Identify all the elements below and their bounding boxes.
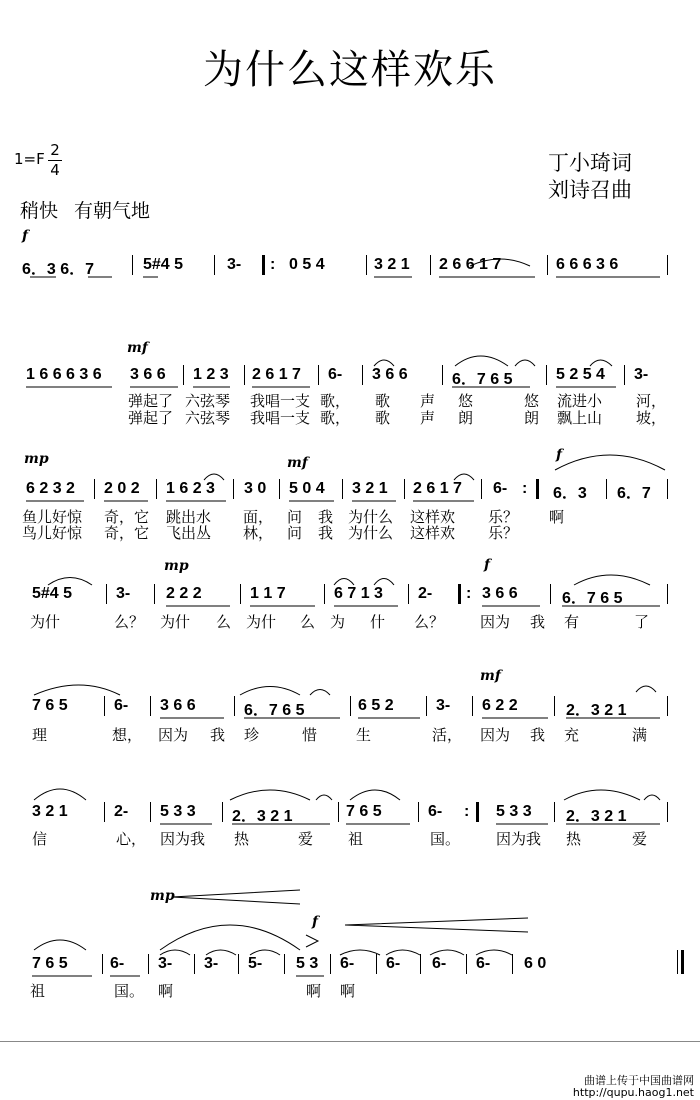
lyric: 河，: [636, 392, 667, 410]
lyric: 悠: [458, 392, 474, 410]
lyric: 我: [210, 726, 226, 744]
lyric: 鸟儿好惊: [22, 524, 83, 542]
note-group: 6-: [432, 955, 447, 972]
note-group: 6 2 3 2: [26, 480, 75, 497]
note-group: 3-: [158, 955, 173, 972]
tempo-speed: 稍快: [20, 200, 59, 222]
note-group: 3 2 1: [374, 256, 410, 273]
note-group: 2 6 1 7: [413, 480, 462, 497]
note-group: 2．3 2 1: [566, 702, 627, 719]
page-title: 为什么这样欢乐: [203, 47, 497, 93]
lyric: 信: [32, 830, 48, 848]
note-group: 5-: [248, 955, 263, 972]
lyric: 飘上山: [557, 409, 603, 427]
dynamic-mf: mf: [127, 340, 148, 356]
note-group: 1 6 2 3: [166, 480, 215, 497]
lyric: 乐？: [488, 508, 519, 526]
note-group: 6．7 6 5: [244, 702, 305, 719]
lyric: 爱: [298, 830, 314, 848]
time-signature-denominator: 4: [50, 161, 60, 179]
lyric: 啊: [158, 982, 174, 1000]
lyric: 满: [632, 726, 648, 744]
lyric: 国。: [114, 982, 145, 1000]
dynamic-mp: mp: [24, 451, 49, 467]
lyric: 我: [318, 508, 334, 526]
note-group: 2 6 1 7: [252, 366, 301, 383]
lyric: 这样欢: [410, 508, 456, 526]
note-group: 7 6 5: [32, 955, 68, 972]
lyric: 爱: [632, 830, 648, 848]
note-group: 1 2 3: [193, 366, 229, 383]
lyric: 流进小: [557, 392, 603, 410]
lyric: 为: [330, 613, 346, 631]
lyric: 祖: [348, 830, 364, 848]
lyric: 六弦琴: [185, 409, 231, 427]
lyric: 为什: [160, 613, 191, 631]
lyric: 生: [356, 726, 372, 744]
lyric: 有: [564, 613, 580, 631]
lyric: 乐？: [488, 524, 519, 542]
note-group: 5 3 3: [160, 803, 196, 820]
note-group: 3 0: [244, 480, 267, 497]
note-group: 6 7 1 3: [334, 585, 383, 602]
lyric: 啊: [340, 982, 356, 1000]
lyric: 为什: [30, 613, 61, 631]
note-group: 5 2 5 4: [556, 366, 605, 383]
note-group: 5 3 3: [496, 803, 532, 820]
note-group: 6-: [428, 803, 443, 820]
dynamic-f: f: [22, 228, 29, 244]
lyric: 活，: [432, 726, 463, 744]
lyric: 珍: [244, 726, 260, 744]
dynamic-f: f: [484, 557, 491, 573]
note-group: 5 0 4: [289, 480, 325, 497]
note-group: 3-: [204, 955, 219, 972]
note-group: 2-: [418, 585, 433, 602]
lyricist: 丁小琦词: [548, 151, 632, 175]
note-group: 7 6 5: [346, 803, 382, 820]
lyric: 么: [300, 613, 316, 631]
time-signature-numerator: 2: [50, 141, 60, 159]
lyric: 六弦琴: [185, 392, 231, 410]
lyric: 奇，它: [104, 508, 150, 526]
note-group: 6-: [386, 955, 401, 972]
footer: [573, 1075, 694, 1099]
dynamic-mp: mp: [150, 888, 175, 904]
composer: 刘诗召曲: [548, 178, 632, 202]
note-group: 7 6 5: [32, 697, 68, 714]
lyric: 鱼儿好惊: [22, 508, 83, 526]
note-group: 6 6 6 3 6: [556, 256, 619, 273]
lyric: 么？: [114, 613, 145, 631]
note-group: 3 2 1: [352, 480, 388, 497]
repeat-end: :: [522, 480, 528, 497]
lyric: 热: [234, 830, 250, 848]
lyric: 我: [530, 613, 546, 631]
lyric: 声: [420, 392, 436, 410]
note-group: 5 3: [296, 955, 319, 972]
lyric: 歌: [375, 409, 391, 427]
lyric: 我唱一支: [250, 392, 311, 410]
lyric: 奇，它: [104, 524, 150, 542]
note-group: 6．7 6 5: [452, 371, 513, 388]
note-group: 2 0 2: [104, 480, 140, 497]
lyric: 坡，: [636, 409, 667, 427]
lyric: 朗: [524, 409, 540, 427]
lyric: 因为: [158, 726, 189, 744]
note-group: 2．3 2 1: [566, 808, 627, 825]
note-group: 6 5 2: [358, 697, 394, 714]
lyric: 为什: [246, 613, 277, 631]
dynamic-f: f: [312, 914, 319, 930]
lyric: 为什么: [348, 524, 394, 542]
note-group: 3 2 1: [32, 803, 68, 820]
note-group: 6-: [340, 955, 355, 972]
note-group: 6 0: [524, 955, 547, 972]
repeat-end: :: [464, 803, 470, 820]
lyric: 因为我: [160, 830, 206, 848]
lyric: 啊: [306, 982, 322, 1000]
lyric: 我唱一支: [250, 409, 311, 427]
lyric: 么: [216, 613, 232, 631]
lyric: 林，: [243, 524, 274, 542]
lyric: 因为: [480, 726, 511, 744]
lyric: 什: [370, 613, 386, 631]
note-group: 6-: [493, 480, 508, 497]
lyric: 么？: [414, 613, 445, 631]
lyric: 理: [32, 726, 48, 744]
note-group: 6．7 6 5: [562, 590, 623, 607]
note-group: 6-: [476, 955, 491, 972]
note-group: 5#4 5: [143, 256, 184, 273]
footer-url: http://qupu.haog1.net: [572, 1086, 694, 1099]
repeat-start: :: [466, 585, 472, 602]
note-group: 1 6 6 6 3 6: [26, 366, 102, 383]
lyric: 心，: [116, 830, 147, 848]
note-group: 6 2 2: [482, 697, 518, 714]
dynamic-mp: mp: [164, 558, 189, 574]
note-group: 3 6 6: [130, 366, 166, 383]
note-group: 2-: [114, 803, 129, 820]
note-group: 6．3: [553, 485, 587, 502]
lyric: 声: [420, 409, 436, 427]
lyric: 了: [634, 613, 650, 631]
footer-divider: [0, 1041, 700, 1042]
note-group: 6-: [110, 955, 125, 972]
note-group: 2．3 2 1: [232, 808, 293, 825]
lyric: 弹起了: [128, 392, 174, 410]
note-group: 2 6 6 1 7: [439, 256, 502, 273]
lyric: 歌: [375, 392, 391, 410]
lyric: 朗: [458, 409, 474, 427]
lyric: 飞出丛: [166, 524, 212, 542]
lyric: 歌，: [320, 409, 351, 427]
note-group: 3-: [227, 256, 242, 273]
lyric: 我: [318, 524, 334, 542]
note-group: 3 6 6: [482, 585, 518, 602]
lyric: 弹起了: [128, 409, 174, 427]
lyric: 惜: [302, 726, 318, 744]
note-group: 0 5 4: [289, 256, 325, 273]
lyric: 因为: [480, 613, 511, 631]
lyric: 啊: [549, 508, 565, 526]
note-group: 6-: [114, 697, 129, 714]
note-group: 1 1 7: [250, 585, 286, 602]
note-group: 5#4 5: [32, 585, 73, 602]
dynamic-mf: mf: [287, 455, 308, 471]
lyric: 热: [566, 830, 582, 848]
footer-site: 曲谱上传于中国曲谱网: [584, 1074, 694, 1087]
lyric: 跳出水: [166, 508, 212, 526]
repeat-start: :: [270, 256, 276, 273]
note-group: 6．7: [617, 485, 651, 502]
lyric: 面，: [243, 508, 274, 526]
note-group: 2 2 2: [166, 585, 202, 602]
note-group: 3-: [116, 585, 131, 602]
lyric: 因为我: [496, 830, 542, 848]
lyric: 我: [530, 726, 546, 744]
note-group: 3 6 6: [160, 697, 196, 714]
lyric: 歌，: [320, 392, 351, 410]
lyric: 国。: [430, 830, 461, 848]
note-group: 3-: [634, 366, 649, 383]
note-group: 6-: [328, 366, 343, 383]
dynamic-mf: mf: [480, 668, 501, 684]
lyric: 为什么: [348, 508, 394, 526]
note-group: 6．3 6．7: [22, 261, 95, 278]
lyric: 充: [564, 726, 580, 744]
lyric: 悠: [524, 392, 540, 410]
dynamic-f: f: [556, 447, 563, 463]
key-signature: 1=F: [14, 150, 45, 168]
lyric: 问: [287, 508, 303, 526]
note-group: 3-: [436, 697, 451, 714]
lyric: 问: [287, 524, 303, 542]
lyric: 这样欢: [410, 524, 456, 542]
tempo-expression: 有朝气地: [74, 200, 151, 222]
lyric: 祖: [30, 982, 46, 1000]
note-group: 3 6 6: [372, 366, 408, 383]
lyric: 想，: [112, 726, 143, 744]
